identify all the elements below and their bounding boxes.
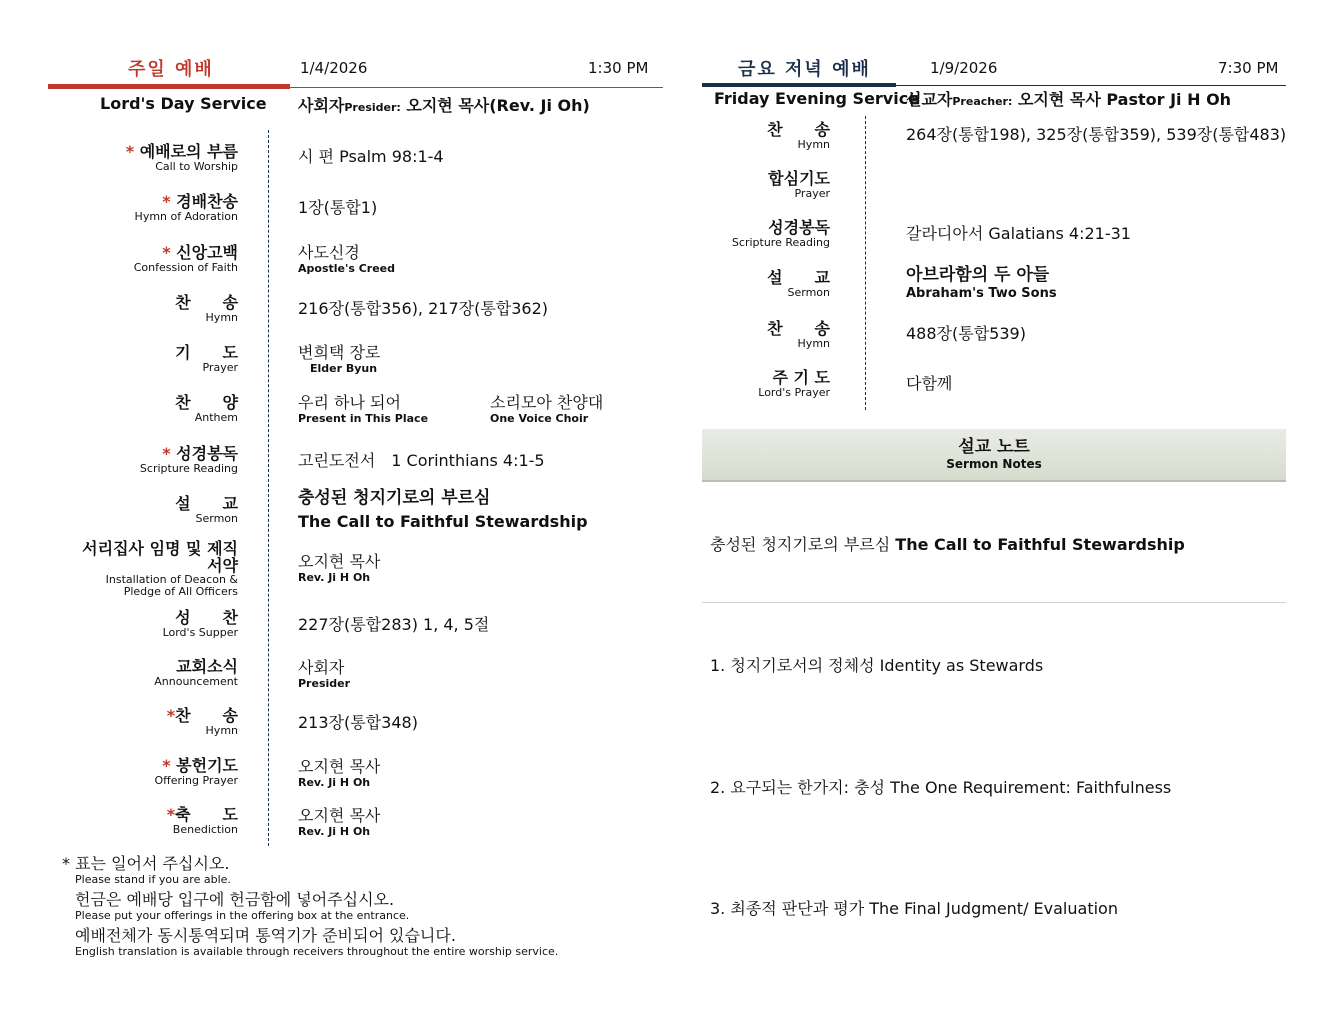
friday-prayer-label: 합심기도 Prayer: [768, 169, 830, 200]
friday-hymn-1-label: 찬 송 Hymn: [767, 120, 830, 151]
item-scripture-value: 고린도전서 1 Corinthians 4:1-5: [298, 451, 545, 470]
item-prayer-label: 기 도 Prayer: [175, 343, 238, 374]
preacher-label-en: Preacher:: [952, 95, 1013, 108]
item-hymn-adoration-value: 1장(통합1): [298, 198, 378, 217]
friday-hymn-2-value: 488장(통합539): [906, 324, 1026, 343]
lords-day-date: 1/4/2026: [300, 59, 368, 77]
friday-divider: [865, 116, 866, 410]
item-call-to-worship-label: * 예배로의 부름 Call to Worship: [125, 142, 238, 173]
friday-date: 1/9/2026: [930, 59, 998, 77]
presider-label: 사회자: [298, 96, 345, 115]
item-offering-prayer-value: 오지현 목사 Rev. Ji H Oh: [298, 757, 381, 789]
sermon-notes-header: [702, 429, 1286, 482]
sermon-notes-title: 설교 노트: [958, 437, 1030, 457]
lords-day-header-rule: [290, 87, 663, 88]
friday-lords-prayer-value: 다함께: [906, 374, 953, 393]
footnote-translation: 예배전체가 동시통역되며 통역기가 준비되어 있습니다. English translation is available through receivers throughout the entire worship service.: [75, 926, 559, 958]
item-announcement-label: 교회소식 Announcement: [154, 657, 238, 688]
item-hymn-adoration-label: * 경배찬송 Hymn of Adoration: [134, 192, 238, 223]
item-hymn-2-value: 213장(통합348): [298, 713, 418, 732]
item-sermon-value: 충성된 청지기로의 부르심 The Call to Faithful Stewardship: [298, 488, 588, 531]
item-benediction-value: 오지현 목사 Rev. Ji H Oh: [298, 806, 381, 838]
footnote-stand: * 표는 일어서 주십시오. Please stand if you are able.: [62, 854, 231, 886]
friday-hymn-2-label: 찬 송 Hymn: [767, 319, 830, 350]
friday-sermon-label: 설 교 Sermon: [767, 268, 830, 299]
preacher-line: [906, 87, 1231, 110]
item-hymn-1-value: 216장(통합356), 217장(통합362): [298, 299, 549, 318]
friday-header-rule: [896, 85, 1286, 86]
sermon-point-1: 1. 청지기로서의 정체성 Identity as Stewards: [710, 656, 1044, 675]
friday-scripture-value: 갈라디아서 Galatians 4:21-31: [906, 224, 1131, 243]
sermon-point-3: 3. 최종적 판단과 평가 The Final Judgment/ Evaluation: [710, 899, 1118, 918]
friday-title-bar: [702, 83, 896, 87]
item-announcement-value: 사회자 Presider: [298, 658, 351, 690]
friday-title: 금요 저녁 예배: [738, 59, 871, 80]
sermon-point-2: 2. 요구되는 한가지: 충성 The One Requirement: Faithfulness: [710, 778, 1172, 797]
friday-subtitle: Friday Evening Service: [714, 89, 920, 108]
item-scripture-label: * 성경봉독 Scripture Reading: [139, 444, 238, 475]
friday-sermon-value: 아브라함의 두 아들 Abraham's Two Sons: [906, 265, 1057, 301]
item-benediction-label: *축 도 Benediction: [166, 805, 238, 836]
friday-lords-prayer-label: 주 기 도 Lord's Prayer: [758, 368, 830, 399]
item-installation-value: 오지현 목사 Rev. Ji H Oh: [298, 552, 381, 584]
lords-day-title: 주일 예배: [128, 59, 214, 80]
lords-day-divider: [268, 130, 269, 846]
lords-day-subtitle: Lord's Day Service: [100, 94, 267, 113]
presider-label-en: Presider:: [344, 101, 401, 114]
item-prayer-value: 변희택 장로 Elder Byun: [298, 343, 381, 375]
item-hymn-1-label: 찬 송 Hymn: [175, 293, 238, 324]
item-sermon-label: 설 교 Sermon: [175, 494, 238, 525]
item-confession-label: * 신앙고백 Confession of Faith: [133, 243, 238, 274]
friday-hymn-1-value: 264장(통합198), 325장(통합359), 539장(통합483): [906, 125, 1287, 144]
presider-name: 오지현 목사(Rev. Ji Oh): [406, 96, 590, 115]
sermon-notes-title-en: Sermon Notes: [946, 457, 1042, 471]
item-lords-supper-value: 227장(통합283) 1, 4, 5절: [298, 615, 490, 634]
friday-time: 7:30 PM: [1218, 59, 1279, 77]
preacher-name: 오지현 목사 Pastor Ji H Oh: [1017, 90, 1232, 109]
item-confession-value: 사도신경 Apostle's Creed: [298, 243, 396, 275]
item-anthem-label: 찬 양 Anthem: [175, 393, 238, 424]
lords-day-title-bar: [48, 84, 290, 89]
sermon-notes-rule: [702, 602, 1286, 603]
friday-scripture-label: 성경봉독 Scripture Reading: [731, 218, 830, 249]
item-anthem-value: 우리 하나 되어 Present in This Place: [298, 393, 429, 425]
footnote-offering: 헌금은 예배당 입구에 헌금함에 넣어주십시오. Please put your offerings in the offering box at the entrance.: [75, 890, 410, 922]
lords-day-time: 1:30 PM: [588, 59, 649, 77]
preacher-label: 설교자: [906, 90, 953, 109]
item-lords-supper-label: 성 찬 Lord's Supper: [162, 608, 238, 639]
item-installation-label: 서리집사 임명 및 제직 서약 Installation of Deacon & Pledge of All Officers: [82, 539, 238, 598]
item-call-to-worship-value: 시 편 Psalm 98:1-4: [298, 147, 444, 166]
item-hymn-2-label: *찬 송 Hymn: [166, 706, 238, 737]
sermon-notes-topic: 충성된 청지기로의 부르심 The Call to Faithful Stewardship: [710, 535, 1185, 554]
presider-line: [298, 93, 590, 116]
item-anthem-choir: 소리모아 찬양대 One Voice Choir: [490, 393, 604, 425]
item-offering-prayer-label: * 봉헌기도 Offering Prayer: [154, 756, 238, 787]
